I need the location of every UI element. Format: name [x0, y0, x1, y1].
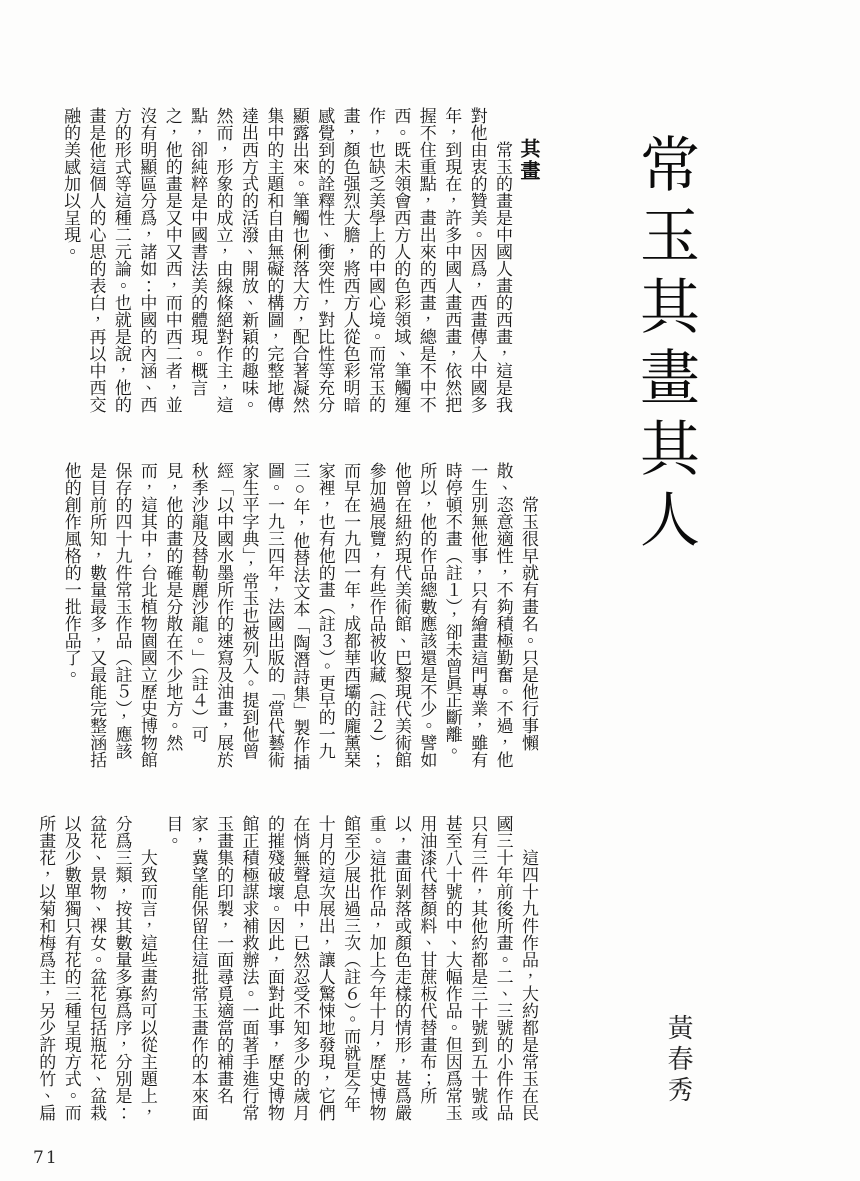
- section-the-49-works: [36, 815, 541, 1123]
- article-title-calligraphy: 常玉其畫其人: [630, 133, 700, 559]
- paragraph: 這四十九件作品，大約都是常玉在民國三十年前後所畫。二、三號的小件作品只有三件，其他約都是三十號到五十號或甚至八十號的中、大幅作品。但因爲常玉用油漆代替顏料、甘蔗板代替畫布；所以，畫面剝落或顏色走樣的情形，甚爲嚴重。這批作品，加上今年十月，歷史博物館至少展出過三次（註６）。而就是今年十月的這次展出，讓人驚悚地發現，它們在悄無聲息中，已然忍受不知多少的歲月的摧殘破壞。因此，面對此事，歷史博物館正積極謀求補救辦法。一面著手進行常玉畫集的印製，一面尋覓適當的補畫名家，冀望能保留住這批常玉畫作的本來面目。: [163, 815, 538, 1121]
- page-number: 71: [33, 1148, 59, 1168]
- author-name: 黃春秀: [664, 1014, 693, 1107]
- section-heading: 其畫: [517, 138, 539, 182]
- paragraph: 常玉的畫是中國人畫的西畫，這是我對他由衷的贊美。因爲，西畫傳入中國多年，到現在，許多中國人畫西畫，依然把握不住重點，畫出來的西畫，總是不中不西。既未領會西方人的色彩領域、筆觸運作，也缺乏美學上的中國心境。而常玉的畫，顏色强烈大膽，將西方人從色彩明暗感覺到的詮釋性、衝突性，對比性等充分顯露出來。筆觸也俐落大方，配合著凝然集中的主題和自由無礙的構圖，完整地傳達出西方式的活潑、開放、新穎的趣味。然而，形象的成立，由線條絕對作主，這點，卻純粹是中國書法美的體現。概言之，他的畫是又中又西，而中西二者，並沒有明顯區分爲，諸如：中國的內涵、西方的形式等這種二元論。也就是說，他的畫是他這個人的心思的表白，再以中西交融的美感加以呈現。: [61, 107, 512, 413]
- paragraph: 大致而言，這些畫約可以從主題上，分爲三類，按其數量多寡爲序，分別是：盆花、景物、裸女。盆花包括瓶花、盆栽以及少數單獨只有花的三種呈現方式。而所畫花，以菊和梅爲主，另少許的竹、扁: [36, 815, 157, 1121]
- section-his-paintings: [57, 107, 541, 415]
- paragraph: 常玉很早就有畫名。只是他行事懶散、恣意適性，不夠積極勤奮。不過，他一生別無他事，只有繪畫這門專業，雖有時停頓不畫（註１），卻未曾眞正斷離。所以，他的作品總數應該還是不少。譬如他曾在紐約現代美術館、巴黎現代美術館參加過展覽，有些作品被收藏（註２）；而早在一九四一年，成都華西壩的龐薰琹家裡，也有他的畫（註３）。更早的一九三○年，他替法文本「陶潛詩集」製作插圖。一九三四年，法國出版的「當代藝術家生平字典」，常玉也被列入。提到他曾經「以中國水墨所作的速寫及油畫，展於秋季沙龍及替勒麗沙龍。」（註４）可見，他的畫的確是分散在不少地方。然而，這其中，台北植物園國立歷史博物館保存的四十九件常玉作品（註５），應該是目前所知，數量最多，又最能完整涵括他的創作風格的一批作品了。: [61, 462, 538, 770]
- section-his-fame: [57, 462, 541, 770]
